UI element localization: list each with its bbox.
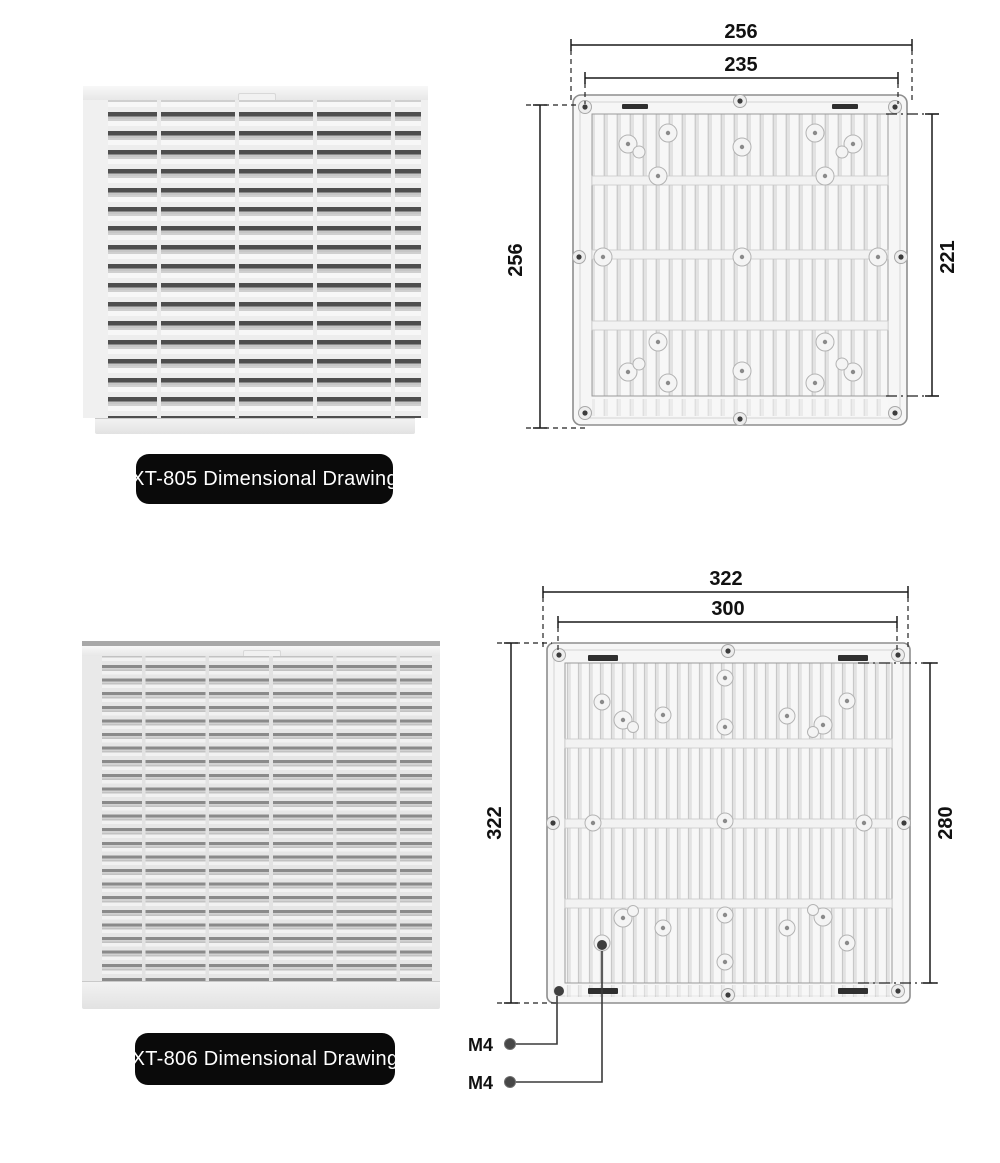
dim-inner-height-xt806: 280	[935, 806, 957, 840]
dim-inner-width-xt805: 235	[724, 54, 758, 76]
dimensional-drawing-xt805	[490, 20, 990, 465]
dim-outer-height-xt806: 322	[484, 806, 506, 840]
screw-hole-corner	[554, 986, 564, 996]
louver-grille	[82, 656, 440, 981]
grille-base-xt806	[82, 981, 440, 1009]
grille-top-cap	[83, 86, 428, 101]
model-label-text-xt805: XT-805 Dimensional Drawing	[131, 467, 398, 490]
dim-outer-height-xt805: 256	[505, 243, 527, 277]
dim-inner-width-xt806: 300	[711, 598, 745, 620]
dim-inner-height-xt805: 221	[937, 240, 959, 274]
model-label-plate-xt805	[131, 454, 398, 504]
screw-hole-inner	[597, 940, 607, 950]
model-label-plate-xt806	[131, 1033, 399, 1085]
grille-base-xt805	[95, 418, 415, 434]
dimensional-drawing-xt806	[460, 555, 990, 1163]
dim-outer-width-xt806: 322	[709, 568, 743, 590]
model-label-text-xt806: XT-806 Dimensional Drawing	[131, 1047, 399, 1070]
louver-grille	[83, 100, 428, 418]
thread-label-m4-second: M4	[468, 1073, 494, 1093]
product-photo-xt805-front	[83, 86, 428, 418]
dim-outer-width-xt805: 256	[724, 21, 758, 43]
rear-panel-xt805	[573, 95, 908, 426]
thread-label-m4-first: M4	[468, 1035, 494, 1055]
product-photo-xt806-front	[82, 641, 440, 981]
